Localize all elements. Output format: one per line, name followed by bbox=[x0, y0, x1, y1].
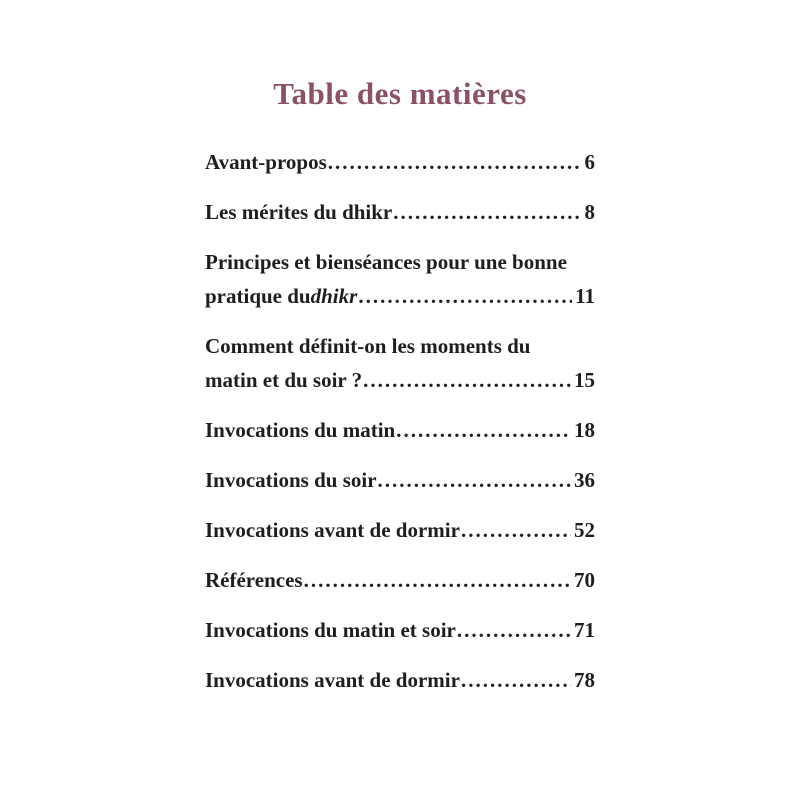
toc-entry-label: Invocations avant de dormir bbox=[205, 518, 460, 542]
toc-entry-label: Références bbox=[205, 568, 303, 592]
toc-entry-line bbox=[205, 563, 595, 597]
toc-entry bbox=[205, 245, 595, 313]
toc-entry-label: Comment définit-on les moments du bbox=[205, 334, 531, 358]
toc-entry bbox=[205, 613, 595, 647]
toc-entry-label: Les mérites du dhikr bbox=[205, 200, 393, 224]
toc-entry bbox=[205, 145, 595, 179]
toc-page-number: 15 bbox=[574, 368, 595, 392]
toc-entry-line bbox=[205, 145, 595, 179]
dot-leader bbox=[358, 279, 572, 313]
dot-leader bbox=[304, 563, 571, 597]
toc-entry-label: matin et du soir ? bbox=[205, 368, 363, 392]
dot-leader bbox=[457, 613, 571, 647]
toc-page-number: 78 bbox=[574, 668, 595, 692]
toc-entry-line bbox=[205, 513, 595, 547]
toc-entry-line bbox=[205, 329, 595, 363]
toc-entry bbox=[205, 663, 595, 697]
toc-entry bbox=[205, 563, 595, 597]
dot-leader bbox=[328, 145, 582, 179]
toc-entry bbox=[205, 195, 595, 229]
toc-entry bbox=[205, 513, 595, 547]
toc-entry-line bbox=[205, 663, 595, 697]
toc-entry-label: Invocations du matin et soir bbox=[205, 618, 456, 642]
toc-entry-line bbox=[205, 463, 595, 497]
toc-page-number: 18 bbox=[574, 418, 595, 442]
toc-page-number: 11 bbox=[575, 284, 595, 308]
toc-entry bbox=[205, 463, 595, 497]
dot-leader bbox=[461, 513, 571, 547]
dot-leader bbox=[363, 363, 571, 397]
toc-entry-line bbox=[205, 613, 595, 647]
dot-leader bbox=[378, 463, 571, 497]
page-title: Table des matières bbox=[273, 76, 527, 111]
toc-entry bbox=[205, 413, 595, 447]
toc-entry-label: Invocations avant de dormir bbox=[205, 668, 460, 692]
dot-leader bbox=[461, 663, 571, 697]
toc-entry-line bbox=[205, 413, 595, 447]
toc-entry-label: pratique du bbox=[205, 284, 311, 308]
table-of-contents bbox=[205, 145, 595, 713]
toc-page-number: 52 bbox=[574, 518, 595, 542]
dot-leader bbox=[393, 195, 581, 229]
toc-entry-label: Invocations du soir bbox=[205, 468, 377, 492]
toc-page-number: 8 bbox=[584, 200, 595, 224]
toc-page-number: 71 bbox=[574, 618, 595, 642]
toc-page-number: 6 bbox=[584, 150, 595, 174]
dot-leader bbox=[396, 413, 571, 447]
toc-entry-label: Invocations du matin bbox=[205, 418, 396, 442]
toc-entry-label: dhikr bbox=[310, 284, 358, 308]
toc-entry-line bbox=[205, 279, 595, 313]
toc-entry-line bbox=[205, 363, 595, 397]
toc-entry-line bbox=[205, 195, 595, 229]
toc-entry-label: Principes et bienséances pour une bonne bbox=[205, 250, 567, 274]
toc-entry bbox=[205, 329, 595, 397]
toc-entry-label: Avant-propos bbox=[205, 150, 327, 174]
toc-entry-line bbox=[205, 245, 595, 279]
toc-page-number: 70 bbox=[574, 568, 595, 592]
toc-page-number: 36 bbox=[574, 468, 595, 492]
